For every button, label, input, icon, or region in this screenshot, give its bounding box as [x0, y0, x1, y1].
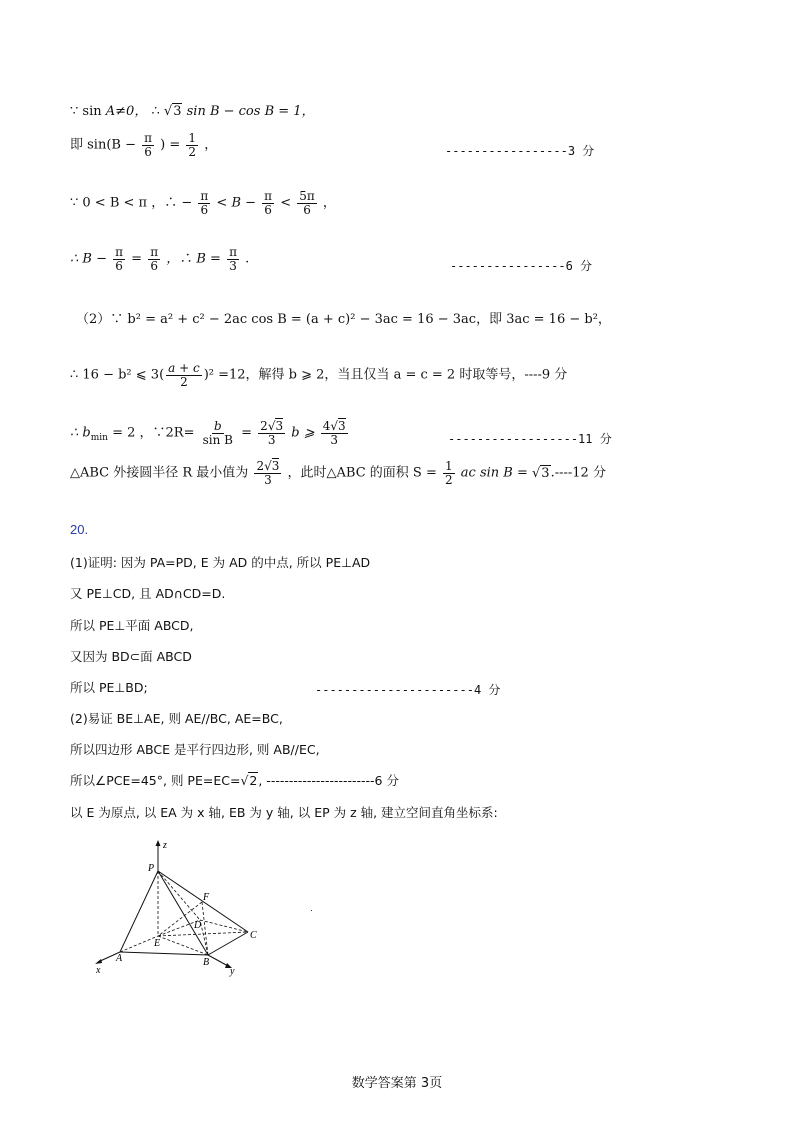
pyramid-figure: [90, 838, 290, 983]
q20-line-1: (1)证明: 因为 PA=PD, E 为 AD 的中点, 所以 PE⊥AD: [70, 555, 371, 570]
fraction: $\frac{4√3}{3}$: [322, 419, 346, 447]
fraction: $\frac{\pi}{3}$: [229, 245, 237, 273]
edge-pb: [158, 871, 208, 955]
label-z: z: [163, 840, 167, 851]
label-c: C: [250, 930, 257, 941]
label-a: A: [116, 953, 123, 964]
fraction: $\frac{a + c}{2}$: [168, 361, 200, 389]
z-axis-arrow: [156, 840, 161, 846]
fraction: $\frac{1}{2}$: [188, 131, 197, 159]
edge-ae: [120, 936, 161, 952]
line-3: ∵ 0 < B < π ，∴ − $\frac{\pi}{6}$ < B − $\frac{\pi}{6}$ < $\frac{5\pi}{6}$ ，: [70, 189, 336, 217]
fraction: $\frac{\pi}{6}$: [115, 245, 124, 273]
line-1: ∵ sin A≠0， ∴ √3 sin B − cos B = 1，: [70, 104, 315, 119]
edge-by: [208, 955, 228, 966]
score-6: ----------------6 分: [450, 259, 593, 273]
fraction: $\frac{\pi}{6}$: [144, 131, 153, 159]
q20-line-2: 又 PE⊥CD, 且 AD∩CD=D.: [70, 586, 226, 601]
label-p: P: [148, 863, 155, 874]
sqrt: √3: [163, 104, 182, 119]
fraction: $\frac{2√3}{3}$: [260, 419, 284, 447]
fraction: $\frac{1}{2}$: [445, 459, 453, 487]
label-f: F: [203, 892, 210, 903]
fraction: $\frac{\pi}{6}$: [264, 189, 273, 217]
label-y: y: [230, 966, 235, 977]
q20-line-9: 以 E 为原点, 以 EA 为 x 轴, EB 为 y 轴, 以 EP 为 z 轴, 建立空间直角坐标系:: [70, 805, 498, 820]
page-footer: 数学答案第 3页: [351, 1076, 443, 1091]
score-11: ------------------11 分: [448, 432, 612, 446]
q20-line-6: (2)易证 BE⊥AE, 则 AE//BC, AE=BC,: [70, 711, 283, 726]
fraction: $\frac{\pi}{6}$: [200, 189, 209, 217]
score-4: ----------------------4 分: [315, 683, 501, 697]
sqrt: √3: [532, 465, 550, 481]
q20-line-8: 所以∠PCE=45°, 则 PE=EC=√2, ------------------------6 分: [70, 773, 399, 788]
line-7: ∴ $b_{min} = 2$ ，∵2R= $\frac{b}{\text{sin B}}$ = $\frac{2√3}{3}$ b ⩾ $\frac{4√3}{3}$: [70, 419, 346, 447]
line-8: △ABC 外接圆半径 R 最小值为 $\frac{2√3}{3}$ ，此时△ABC 的面积 S = $\frac{1}{2}$ ac sin B = √3.----12 分: [70, 459, 606, 487]
q20-line-3: 所以 PE⊥平面 ABCD,: [70, 618, 194, 633]
fraction: $\frac{2√3}{3}$: [256, 459, 280, 487]
label-b: B: [203, 957, 210, 968]
line-5: （2）∵ b² = a² + c² − 2ac cos B = (a + c)² − 3ac = 16 − 3ac，即 3ac = 16 − b²，: [76, 312, 611, 327]
stray-dot: [311, 910, 312, 911]
question-number: 20.: [70, 522, 89, 537]
fraction: $\frac{b}{\text{sin B}}$: [202, 419, 233, 447]
line-4: ∴ B − $\frac{\pi}{6}$ = $\frac{\pi}{6}$ ，∴ B = $\frac{\pi}{3}$ .: [70, 245, 250, 273]
edge-bc: [208, 932, 248, 955]
q20-line-4: 又因为 BD⊂面 ABCD: [70, 649, 192, 664]
edge-ab: [120, 952, 208, 955]
q20-line-5: 所以 PE⊥BD;: [70, 680, 148, 695]
x-axis-arrow: [95, 959, 102, 964]
therefore-symbol: ∴: [151, 104, 160, 119]
edge-dc: [200, 920, 248, 932]
edge-pa: [120, 871, 161, 952]
label-e: E: [154, 938, 161, 949]
edge-eb: [158, 936, 208, 955]
label-x: x: [96, 965, 101, 976]
q20-line-7: 所以四边形 ABCE 是平行四边形, 则 AB//EC,: [70, 742, 320, 757]
score-3: -----------------3 分: [445, 144, 595, 158]
line-2: 即 sin(B − $\frac{\pi}{6}$ ) = $\frac{1}{2}$ ，: [70, 131, 218, 159]
fraction: $\frac{\pi}{6}$: [150, 245, 159, 273]
sqrt: √2: [240, 773, 258, 788]
label-d: D: [194, 920, 202, 931]
because-symbol: ∵: [70, 104, 79, 119]
fraction: $\frac{5\pi}{6}$: [299, 189, 315, 217]
line-6: ∴ 16 − b² ⩽ 3( $\frac{a + c}{2}$ )² =12，解得 b ⩾ 2，当且仅当 a = c = 2 时取等号，----9 分: [70, 361, 568, 389]
